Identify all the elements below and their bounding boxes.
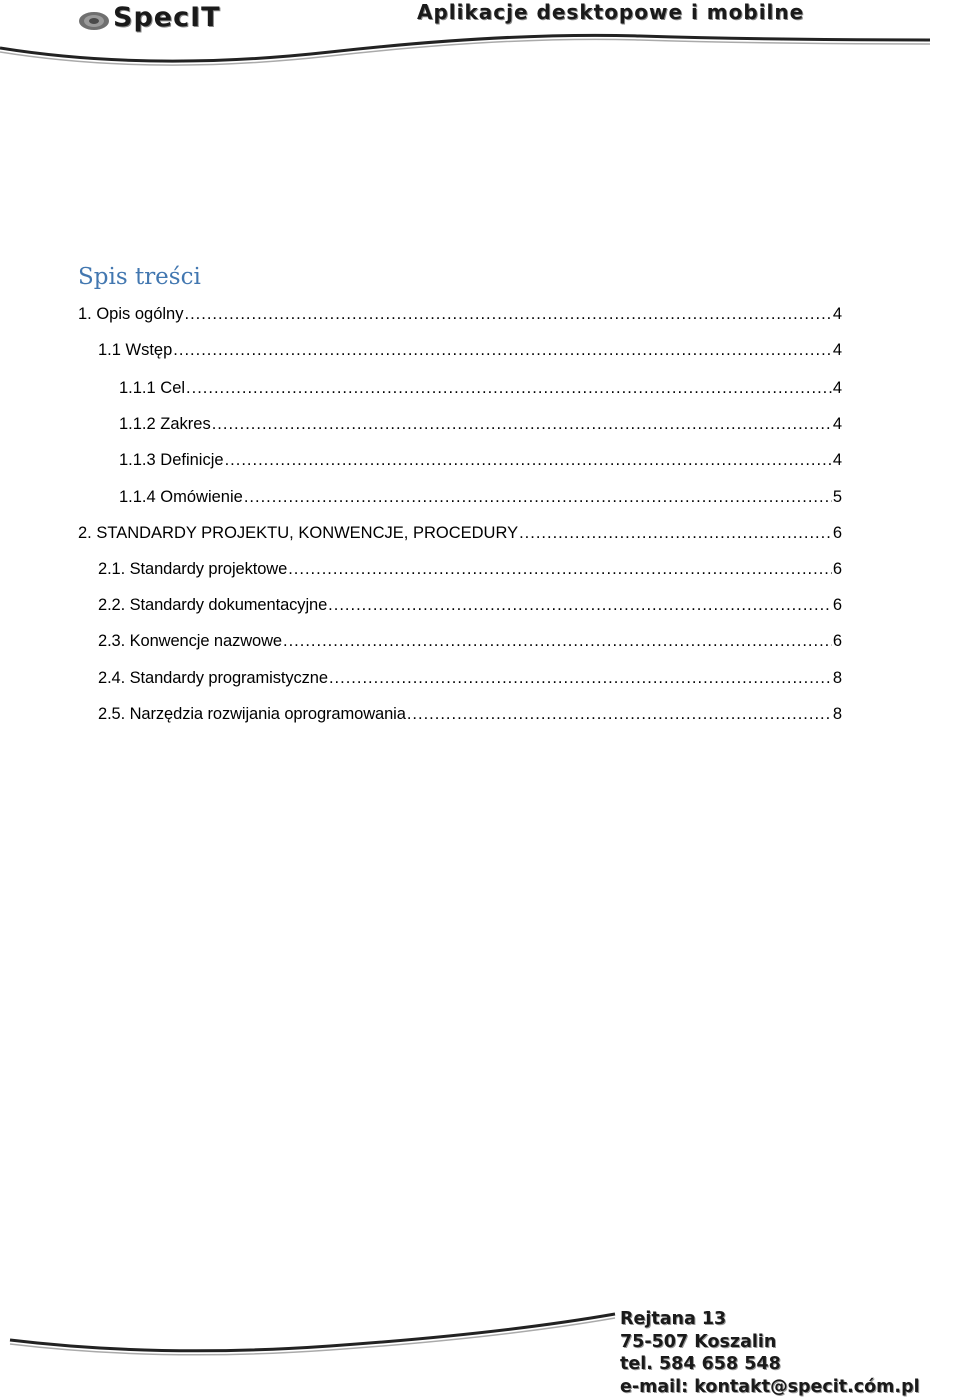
toc-entry-label: 1.1 Wstęp — [98, 330, 172, 370]
toc-entry-page: 4 — [833, 330, 842, 370]
toc-entry-label: 1. Opis ogólny — [78, 298, 183, 330]
toc-entry[interactable] — [78, 406, 842, 442]
toc-leader-dots — [225, 442, 832, 478]
toc-entry-label: 2.5. Narzędzia rozwijania oprogramowania — [98, 696, 406, 732]
toc-entry-page: 8 — [833, 660, 842, 696]
toc-leader-dots — [212, 406, 832, 442]
footer-address — [620, 1308, 920, 1398]
toc-entry[interactable] — [78, 330, 842, 370]
page-header — [0, 0, 960, 70]
toc-entry[interactable] — [78, 551, 842, 587]
toc-leader-dots — [407, 696, 832, 732]
toc-entry-page: 6 — [833, 551, 842, 587]
toc-entry-label: 2. STANDARDY PROJEKTU, KONWENCJE, PROCEDURY — [78, 515, 518, 551]
toc-leader-dots — [329, 660, 832, 696]
footer-phone: tel. 584 658 548 — [620, 1353, 920, 1376]
header-tagline: Aplikacje desktopowe i mobilne — [417, 0, 804, 24]
toc-entry[interactable] — [78, 442, 842, 478]
footer-city: 75-507 Koszalin — [620, 1331, 920, 1354]
toc-entry-page: 4 — [833, 442, 842, 478]
footer-street: Rejtana 13 — [620, 1308, 920, 1331]
toc-entry-page: 5 — [833, 479, 842, 515]
toc-entry-page: 6 — [833, 587, 842, 623]
toc-entry-label: 2.1. Standardy projektowe — [98, 551, 287, 587]
toc-entry[interactable] — [78, 696, 842, 732]
footer-email[interactable]: e-mail: kontakt@specit.cóm.pl — [620, 1376, 920, 1398]
toc-entry-page: 4 — [833, 370, 842, 406]
toc-entry-page: 4 — [833, 298, 842, 330]
toc-entry-label: 1.1.1 Cel — [119, 370, 185, 406]
toc-entry-page: 6 — [833, 623, 842, 659]
toc-title: Spis treści — [78, 262, 842, 292]
toc-entry[interactable] — [78, 660, 842, 696]
toc-entry-label: 1.1.4 Omówienie — [119, 479, 243, 515]
footer-decorative-line — [0, 1300, 620, 1380]
toc-leader-dots — [184, 298, 831, 330]
toc-leader-dots — [186, 370, 832, 406]
logo-text: SpecIT — [113, 2, 221, 33]
toc-entry[interactable] — [78, 587, 842, 623]
toc-leader-dots — [173, 330, 832, 370]
toc-entry-label: 2.4. Standardy programistyczne — [98, 660, 328, 696]
toc-leader-dots — [328, 587, 832, 623]
toc-entry-page: 8 — [833, 696, 842, 732]
toc-entry[interactable] — [78, 370, 842, 406]
toc-leader-dots — [288, 551, 832, 587]
toc-entry[interactable] — [78, 298, 842, 330]
toc-leader-dots — [244, 479, 832, 515]
toc-leader-dots — [283, 623, 832, 659]
toc-entry[interactable] — [78, 515, 842, 551]
toc-entry-label: 1.1.3 Definicje — [119, 442, 224, 478]
toc-entry-page: 4 — [833, 406, 842, 442]
toc-entry[interactable] — [78, 479, 842, 515]
header-decorative-line — [0, 0, 960, 75]
toc-leader-dots — [519, 515, 832, 551]
toc-entry-label: 2.3. Konwencje nazwowe — [98, 623, 282, 659]
toc-entry[interactable] — [78, 623, 842, 659]
toc-entry-label: 2.2. Standardy dokumentacyjne — [98, 587, 327, 623]
table-of-contents — [78, 262, 842, 732]
toc-entry-page: 6 — [833, 515, 842, 551]
toc-entry-label: 1.1.2 Zakres — [119, 406, 211, 442]
